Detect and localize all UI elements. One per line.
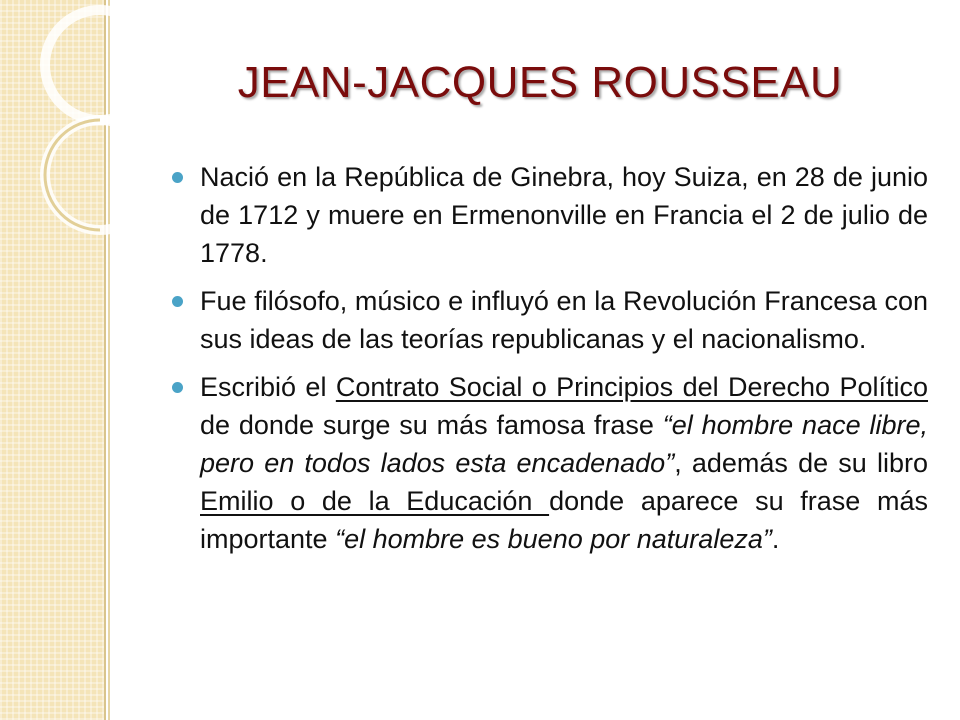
- ring-top: [45, 10, 155, 120]
- bullet-dot-icon: [172, 296, 183, 307]
- slide-title: JEAN-JACQUES ROUSSEAU: [237, 58, 843, 107]
- bullet-list: [170, 158, 928, 568]
- bullet-dot-icon: [172, 382, 183, 393]
- bullet-item-works: [170, 368, 928, 558]
- bullet-text-part: , además de su libro: [674, 448, 928, 478]
- quote-naturaleza: “el hombre es bueno por naturaleza”: [335, 524, 772, 554]
- bullet-dot-icon: [172, 172, 183, 183]
- bullet-text: Nació en la República de Ginebra, hoy Suiza, en 28 de junio de 1712 y muere en Ermenonville en Francia el 2 de julio de 1778.: [200, 162, 928, 268]
- book-title-emilio: Emilio o de la Educación: [200, 486, 550, 516]
- bullet-text: Fue filósofo, músico e influyó en la Revolución Francesa con sus ideas de las teorías republicanas y el nacionalismo.: [200, 286, 928, 354]
- bullet-item-philosopher: [170, 282, 928, 358]
- bullet-text-part: de donde surge su más famosa frase: [200, 410, 663, 440]
- quote-libre: “el hombre nace libre, pero en todos lados esta encadenado”: [200, 410, 928, 478]
- bullet-text-part: donde aparece su frase más importante: [200, 486, 928, 554]
- ring-accent: [45, 120, 100, 230]
- bullet-item-birth: [170, 158, 928, 272]
- bullet-text-part: .: [771, 524, 780, 554]
- book-title-contrato-social: Contrato Social o Principios del Derecho Político: [335, 372, 929, 402]
- bullet-text-part: Escribió el: [200, 372, 336, 402]
